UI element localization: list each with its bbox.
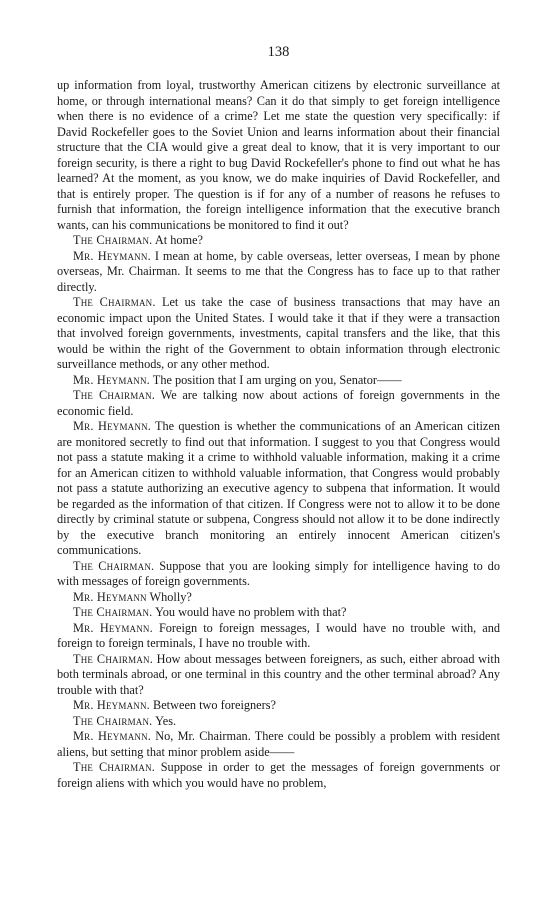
paragraph-text: At home? xyxy=(152,233,204,247)
paragraph-text: Let us take the case of business transactions that may have an economic impact upon the United States. I would take it that if they were a transaction that involved foreign governments, investments, capital transfers and the like, that this would be within the right of the Government to obtain information through electronic surveillance methods, or any other method. xyxy=(57,295,500,371)
transcript-paragraph xyxy=(57,605,500,621)
transcript-paragraph xyxy=(57,698,500,714)
speaker-name: The Chairman. xyxy=(73,605,153,619)
speaker-name: Mr. Heymann. xyxy=(73,729,152,743)
speaker-name: Mr. Heymann xyxy=(73,589,147,604)
paragraph-text: Wholly? xyxy=(146,589,192,604)
paragraph-text: How about messages between foreigners, as such, either abroad with both terminals abroad, or one terminal in this country and the other terminal abroad? Any trouble with that? xyxy=(57,651,500,697)
transcript-paragraph xyxy=(57,590,500,606)
speaker-name: The Chairman. xyxy=(73,388,156,402)
paragraph-text: We are talking now about actions of foreign governments in the economic field. xyxy=(57,388,500,418)
transcript-paragraph xyxy=(57,249,500,296)
speaker-name: The Chairman. xyxy=(73,651,154,666)
paragraph-text: Foreign to foreign messages, I would have no trouble with, and foreign to foreign terminals, I have no trouble with. xyxy=(57,620,500,650)
transcript-paragraph xyxy=(57,295,500,373)
transcript-paragraph xyxy=(57,760,500,791)
paragraph-text: No, Mr. Chairman. There could be possibly a problem with resident aliens, but setting that minor problem aside—— xyxy=(57,729,500,759)
speaker-name: The Chairman. xyxy=(73,233,153,247)
paragraph-text: Between two foreigners? xyxy=(149,698,276,712)
speaker-name: Mr. Heymann. xyxy=(73,372,150,387)
transcript-paragraph xyxy=(57,714,500,730)
transcript-paragraph xyxy=(57,729,500,760)
transcript-paragraph xyxy=(57,388,500,419)
paragraph-text: You would have no problem with that? xyxy=(152,605,347,619)
transcript-body xyxy=(57,78,500,791)
speaker-name: The Chairman. xyxy=(73,760,156,774)
transcript-paragraph xyxy=(57,78,500,233)
speaker-name: The Chairman. xyxy=(73,558,155,573)
transcript-paragraph xyxy=(57,559,500,590)
speaker-name: Mr. Heymann. xyxy=(73,248,151,263)
paragraph-text: The position that I am urging on you, Senator—— xyxy=(149,372,402,387)
paragraph-text: up information from loyal, trustworthy American citizens by electronic surveillance at home, or through international means? Can it do that simply to get foreign intelligence when there is no evidence of a crime? Let me state the question very specifically: if David Rockefeller goes to the Soviet Union and learns information about their financial structure that the CIA would give a great deal to know, that it is very important to our foreign security, is there a right to bug David Rockefeller's phone to find out what he has learned? At the moment, as you know, we do make inquiries of David Rockefeller, and that is entirely proper. The question is if for any of a number of reasons he refuses to furnish that information, the foreign intelligence information that the executive branch wants, can his communications be monitored to find it out? xyxy=(57,78,500,232)
paragraph-text: I mean at home, by cable overseas, letter overseas, I mean by phone overseas, Mr. Chairman. It seems to me that the Congress has to face up to that rather directly. xyxy=(57,248,500,294)
paragraph-text: Yes. xyxy=(152,713,177,728)
transcript-paragraph xyxy=(57,373,500,389)
speaker-name: Mr. Heymann. xyxy=(73,419,152,433)
transcript-paragraph xyxy=(57,652,500,699)
speaker-name: Mr. Heymann. xyxy=(73,698,150,712)
transcript-paragraph xyxy=(57,621,500,652)
speaker-name: The Chairman. xyxy=(73,713,153,728)
paragraph-text: Suppose in order to get the messages of foreign governments or foreign aliens with which you would have no problem, xyxy=(57,760,500,790)
paragraph-text: The question is whether the communications of an American citizen are monitored secretly to find out that information. I suggest to you that Congress would not pass a statute making it a crime to withhold valuable information, making it a crime for an American citizen to withhold valuable information, that Congress would probably not pass a statute authorizing an executive agency to subpena that information. It would be regarded as the information of that citizen. If Congress were not to allow it to be done directly by criminal statute or subpena, Congress should not allow it to be done indirectly by the executive branch monitoring an entirely innocent American citizen's communications. xyxy=(57,419,500,557)
transcript-paragraph xyxy=(57,233,500,249)
transcript-paragraph xyxy=(57,419,500,559)
paragraph-text: Suppose that you are looking simply for intelligence having to do with messages of foreign governments. xyxy=(57,558,500,588)
speaker-name: Mr. Heymann. xyxy=(73,620,153,635)
speaker-name: The Chairman. xyxy=(73,295,156,309)
page-number: 138 xyxy=(267,44,290,60)
